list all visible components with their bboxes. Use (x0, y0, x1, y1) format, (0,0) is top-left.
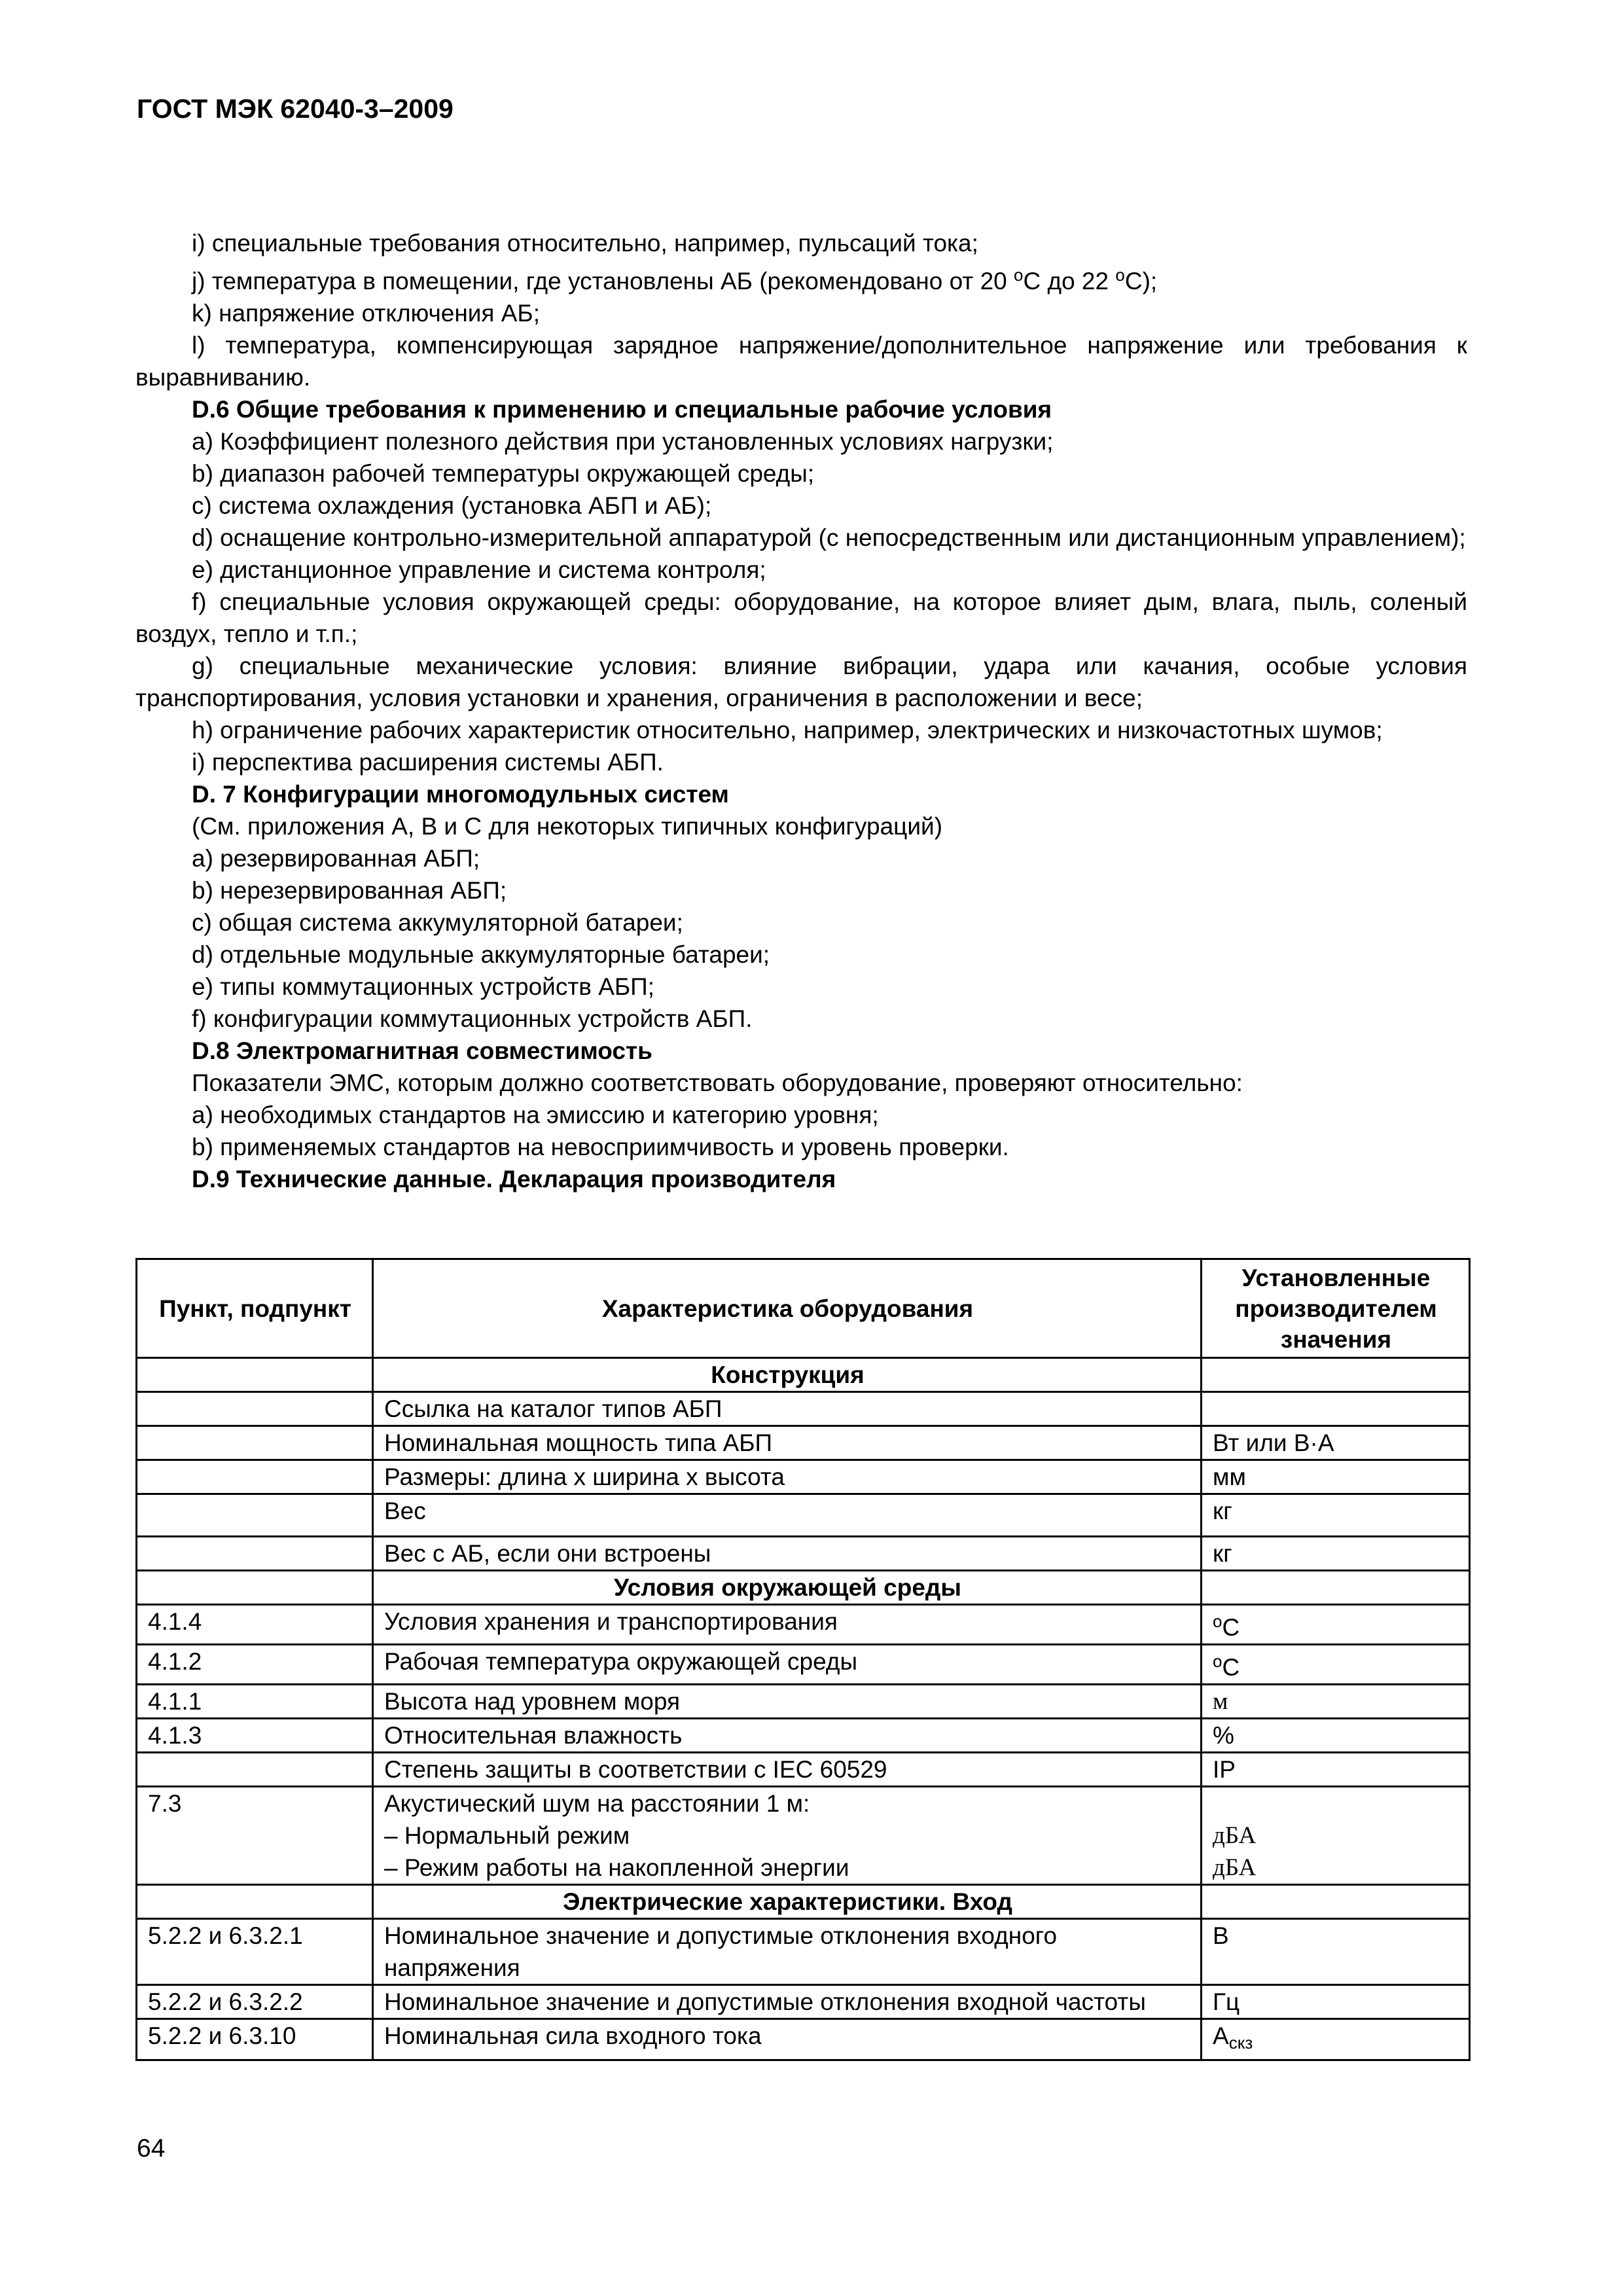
section-electrical-input: Электрические характеристики. Вход (373, 1885, 1202, 1919)
table-row: Ссылка на каталог типов АБП (137, 1392, 1470, 1426)
d8-item: b) применяемых стандартов на невосприимчивость и уровень проверки. (192, 1134, 1009, 1160)
d6-item: i) перспектива расширения системы АБП. (192, 749, 664, 776)
table-row: Вес кг (137, 1494, 1470, 1537)
table-row: 4.1.4 Условия хранения и транспортирования $^o$С (137, 1605, 1470, 1645)
body-text (135, 227, 1467, 1195)
list-item-k: k) напряжение отключения АБ; (192, 300, 540, 327)
header-clause: Пункт, подпункт (137, 1259, 373, 1358)
d6-item: c) система охлаждения (установка АБП и АБ); (192, 492, 712, 519)
d8-item: a) необходимых стандартов на эмиссию и категорию уровня; (192, 1102, 879, 1128)
d6-item: h) ограничение рабочих характеристик относительно, например, электрических и низкочастотных шумов; (192, 717, 1383, 744)
table-row: 5.2.2 и 6.3.10 Номинальная сила входного тока $А_{скз}$ (137, 2019, 1470, 2060)
list-item-i: i) специальные требования относительно, например, пульсаций тока; (192, 230, 978, 257)
table-row: 4.1.2 Рабочая температура окружающей среды $^o$С (137, 1645, 1470, 1685)
d7-item: f) конфигурации коммутационных устройств АБП. (192, 1005, 753, 1032)
table-section-row (137, 1885, 1470, 1919)
d6-item: e) дистанционное управление и система контроля; (192, 556, 766, 583)
table-section-row (137, 1358, 1470, 1392)
d7-item: e) типы коммутационных устройств АБП; (192, 973, 655, 1000)
section-heading-d7: D. 7 Конфигурации многомодульных систем (192, 781, 729, 808)
table-row: Вес с АБ, если они встроены кг (137, 1537, 1470, 1571)
table-row: Степень защиты в соответствии с IEC 60529 IP (137, 1753, 1470, 1787)
table-row: Номинальная мощность типа АБП Вт или В·А (137, 1426, 1470, 1460)
d7-item: (См. приложения А, В и С для некоторых типичных конфигураций) (192, 813, 943, 840)
header-feature: Характеристика оборудования (373, 1259, 1202, 1358)
header-value: Установленные производителем значения (1202, 1259, 1470, 1358)
d7-item: a) резервированная АБП; (192, 845, 480, 872)
d7-item: c) общая система аккумуляторной батареи; (192, 909, 683, 936)
list-item-j: j) температура в помещении, где установлены АБ (рекомендовано от 20 $^o$С до 22 $^o$С); (192, 265, 1158, 295)
section-heading-d8: D.8 Электромагнитная совместимость (192, 1037, 652, 1064)
d6-item: a) Коэффициент полезного действия при установленных условиях нагрузки; (192, 428, 1054, 455)
list-item-l: l) температура, компенсирующая зарядное напряжение/дополнительное напряжение или требования к выравниванию. (135, 332, 1467, 391)
table-row: 4.1.1 Высота над уровнем моря м (137, 1685, 1470, 1719)
table-row: 5.2.2 и 6.3.2.2 Номинальное значение и допустимые отклонения входной частоты Гц (137, 1985, 1470, 2019)
d7-item: d) отдельные модульные аккумуляторные батареи; (192, 941, 770, 968)
d6-item: f) специальные условия окружающей среды: оборудование, на которое влияет дым, влага, пыль, соленый воздух, тепло и т.п.; (135, 588, 1467, 647)
table-row: 4.1.3 Относительная влажность % (137, 1719, 1470, 1753)
section-heading-d6: D.6 Общие требования к применению и специальные рабочие условия (192, 396, 1052, 423)
document-header: ГОСТ МЭК 62040-3–2009 (137, 94, 454, 124)
d6-item: d) оснащение контрольно-измерительной аппаратурой (с непосредственным или дистанционным управлением); (192, 524, 1466, 551)
d8-item: Показатели ЭМС, которым должно соответствовать оборудование, проверяют относительно: (192, 1069, 1243, 1096)
table-row: 7.3 Акустический шум на расстоянии 1 м: – Нормальный режим – Режим работы на накопленной энергии дБА дБА (137, 1787, 1470, 1885)
section-environment: Условия окружающей среды (373, 1571, 1202, 1605)
d6-item: g) специальные механические условия: влияние вибрации, удара или качания, особые условия транспортирования, условия установки и хранения, ограничения в расположении и весе; (135, 653, 1467, 711)
d7-item: b) нерезервированная АБП; (192, 877, 507, 904)
table-row: 5.2.2 и 6.3.2.1 Номинальное значение и допустимые отклонения входного напряжения В (137, 1919, 1470, 1985)
section-heading-d9: D.9 Технические данные. Декларация производителя (192, 1166, 836, 1193)
d6-item: b) диапазон рабочей температуры окружающей среды; (192, 460, 815, 487)
table-header-row (137, 1259, 1470, 1358)
declaration-table (135, 1258, 1471, 2061)
section-construction: Конструкция (373, 1358, 1202, 1392)
table-row: Размеры: длина х ширина х высота мм (137, 1460, 1470, 1494)
page-number: 64 (137, 2134, 166, 2162)
table-section-row (137, 1571, 1470, 1605)
